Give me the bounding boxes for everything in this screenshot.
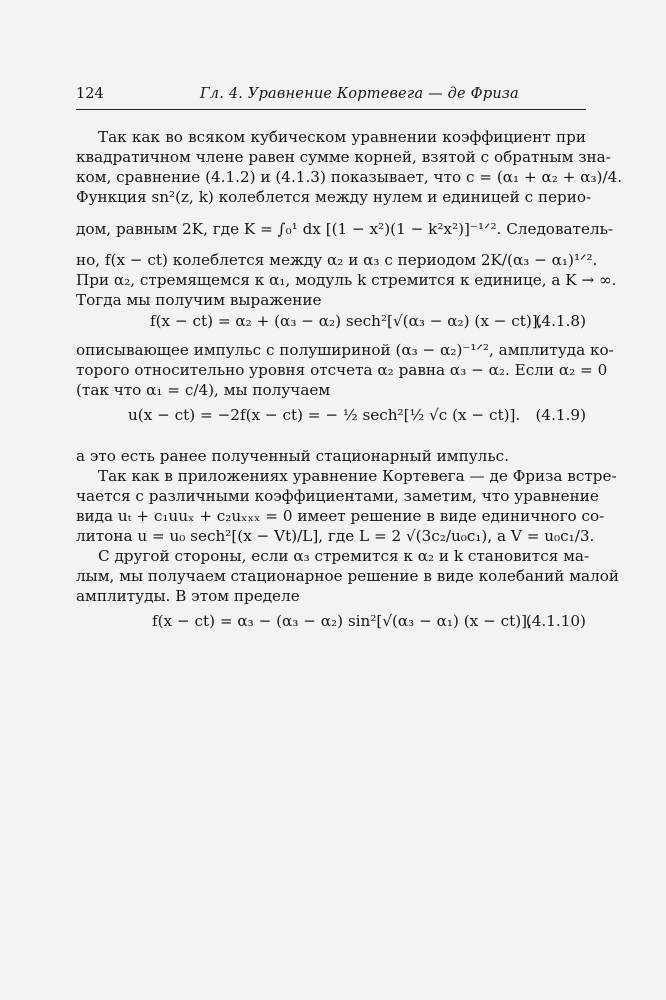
text-line: литона u = u₀ sech²[(x − Vt)/L], где L = 2 √(3c₂/u₀c₁), а V = u₀c₁/3. [76, 527, 595, 545]
running-title: Гл. 4. Уравнение Кортевега — де Фриза [200, 86, 519, 102]
text-line: описывающее импульс с полушириной (α₃ − α₂)⁻¹ᐟ², амплитуда ко- [76, 341, 614, 359]
running-header [76, 86, 586, 108]
text-line: но, f(x − ct) колеблется между α₂ и α₃ с периодом 2K/(α₃ − α₁)¹ᐟ². [76, 251, 598, 269]
text-line: (так что α₁ = c/4), мы получаем [76, 381, 331, 399]
equation-4-1-8 [76, 308, 586, 334]
header-rule [76, 109, 586, 110]
text-line: вида uₜ + c₁uuₓ + c₂uₓₓₓ = 0 имеет решение в виде единичного со- [76, 507, 605, 525]
equation-number: (4.1.8) [535, 312, 586, 330]
text-line: дом, равным 2K, где K = ∫₀¹ dx [(1 − x²)(1 − k²x²)]⁻¹ᐟ². Следователь- [76, 220, 613, 238]
text-line: торого относительно уровня отсчета α₂ равна α₃ − α₂. Если α₂ = 0 [76, 361, 608, 379]
text-line: Тогда мы получим выражение [76, 291, 322, 309]
text-line: ком, сравнение (4.1.2) и (4.1.3) показывает, что c = (α₁ + α₂ + α₃)/4. [76, 168, 623, 186]
text-line: а это есть ранее полученный стационарный импульс. [76, 447, 509, 465]
text-line: амплитуды. В этом пределе [76, 587, 300, 605]
text-line: Функция sn²(z, k) колеблется между нулем и единицей с перио- [76, 188, 592, 206]
page-number: 124 [76, 86, 104, 102]
text-line: лым, мы получаем стационарное решение в виде колебаний малой [76, 567, 620, 585]
text-line: С другой стороны, если α₃ стремится к α₂ и k становится ма- [98, 547, 590, 565]
equation-number: (4.1.10) [525, 612, 586, 630]
text-line: чается с различными коэффициентами, заметим, что уравнение [76, 487, 599, 505]
equation-formula: f(x − ct) = α₂ + (α₃ − α₂) sech²[√(α₃ − α₂) (x − ct)], [150, 312, 543, 330]
text-line: Так как в приложениях уравнение Кортевега — де Фриза встре- [98, 467, 617, 485]
text-line: квадратичном члене равен сумме корней, взятой с обратным зна- [76, 148, 611, 166]
equation-formula: f(x − ct) = α₃ − (α₃ − α₂) sin²[√(α₃ − α₁) (x − ct)], [152, 612, 532, 630]
text-line: При α₂, стремящемся к α₁, модуль k стремится к единице, а K → ∞. [76, 271, 617, 289]
equation-4-1-9 [76, 402, 586, 428]
equation-formula: u(x − ct) = −2f(x − ct) = − ½ sech²[½ √c (x − ct)]. [128, 406, 521, 424]
text-line: Так как во всяком кубическом уравнении коэффициент при [98, 128, 586, 146]
text-line-placeholder [76, 598, 586, 618]
equation-number: (4.1.9) [535, 406, 586, 424]
